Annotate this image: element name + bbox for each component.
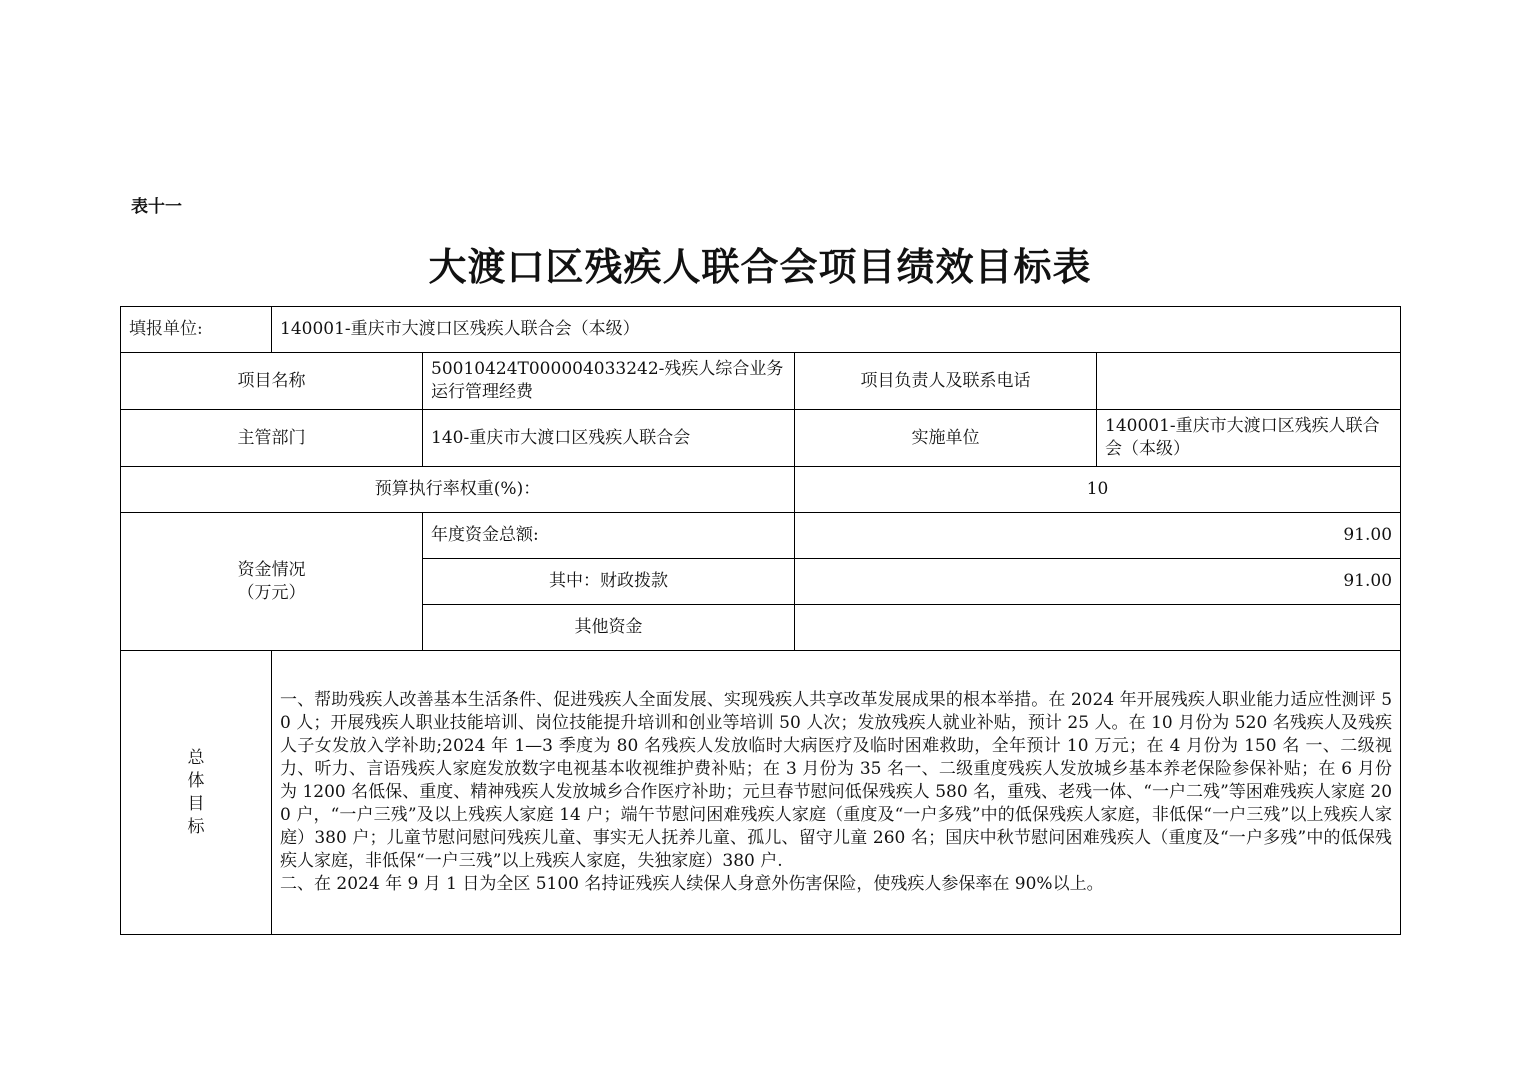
contact-value [1097, 353, 1401, 410]
total-funds-label: 年度资金总额: [423, 513, 795, 559]
goal-label-char: 体 [187, 770, 205, 791]
dept-value: 140-重庆市大渡口区残疾人联合会 [423, 410, 795, 467]
budget-weight-value: 10 [795, 467, 1401, 513]
contact-label: 项目负责人及联系电话 [795, 353, 1097, 410]
row-project [121, 353, 1401, 410]
goal-paragraph-2: 二、在 2024 年 9 月 1 日为全区 5100 名持证残疾人续保人身意外伤害保险，使残疾人参保率在 90%以上。 [280, 874, 1104, 894]
impl-unit-label: 实施单位 [795, 410, 1097, 467]
goal-label-char: 标 [187, 816, 205, 837]
total-funds-value: 91.00 [795, 513, 1401, 559]
other-funds-value [795, 605, 1401, 651]
project-name-label: 项目名称 [121, 353, 423, 410]
overall-goal-text [272, 651, 1401, 935]
performance-goal-table [120, 306, 1401, 935]
impl-unit-value: 140001-重庆市大渡口区残疾人联合会（本级） [1097, 410, 1401, 467]
funds-label-line-1: 资金情况 [237, 559, 306, 580]
document-title: 大渡口区残疾人联合会项目绩效目标表 [428, 245, 1092, 289]
row-budget-weight [121, 467, 1401, 513]
row-unit [121, 307, 1401, 353]
other-funds-label: 其他资金 [423, 605, 795, 651]
overall-goal-label [121, 651, 272, 935]
funds-label [121, 513, 423, 651]
unit-value: 140001-重庆市大渡口区残疾人联合会（本级） [272, 307, 1401, 353]
row-dept [121, 410, 1401, 467]
row-total-funds [121, 513, 1401, 559]
dept-label: 主管部门 [121, 410, 423, 467]
table-number: 表十一 [131, 197, 182, 217]
goal-label-char: 总 [187, 747, 205, 768]
row-overall-goal [121, 651, 1401, 935]
goal-paragraph-1: 一、帮助残疾人改善基本生活条件、促进残疾人全面发展、实现残疾人共享改革发展成果的根本举措。在 2024 年开展残疾人职业能力适应性测评 50 人；开展残疾人职业技能培训、岗位技能提升培训和创业等培训 50 人次；发放残疾人就业补贴，预计 25 人。在 10 月份为 520 名残疾人及残疾人子女发放入学补助;2024 年 1—3 季度为 80 名残疾人发放临时大病医疗及临时困难救助，全年预计 10 万元；在 4 月份为 150 名 一、二级视力、听力、言语残疾人家庭发放数字电视基本收视维护费补贴；在 3 月份为 35 名一、二级重度残疾人发放城乡基本养老保险参保补贴；在 6 月份为 1200 名低保、重度、精神残疾人发放城乡合作医疗补助；元旦春节慰问低保残疾人 580 名，重残、老残一体、“一户二残”等困难残疾人家庭 200 户，“一户三残”及以上残疾人家庭 14 户；端午节慰问困难残疾人家庭（重度及“一户多残”中的低保残疾人家庭，非低保“一户三残”以上残疾人家庭）380 户；儿童节慰问慰问残疾儿童、事实无人抚养儿童、孤儿、留守儿童 260 名；国庆中秋节慰问困难残疾人（重度及“一户多残”中的低保残疾人家庭，非低保“一户三残”以上残疾人家庭，失独家庭）380 户. [280, 690, 1393, 871]
fiscal-funds-label: 其中：财政拨款 [423, 559, 795, 605]
goal-label-char: 目 [187, 793, 205, 814]
unit-label: 填报单位: [121, 307, 272, 353]
budget-weight-label: 预算执行率权重(%)： [121, 467, 795, 513]
fiscal-funds-value: 91.00 [795, 559, 1401, 605]
project-name-value: 50010424T000004033242-残疾人综合业务运行管理经费 [423, 353, 795, 410]
funds-label-line-2: （万元） [237, 582, 306, 603]
